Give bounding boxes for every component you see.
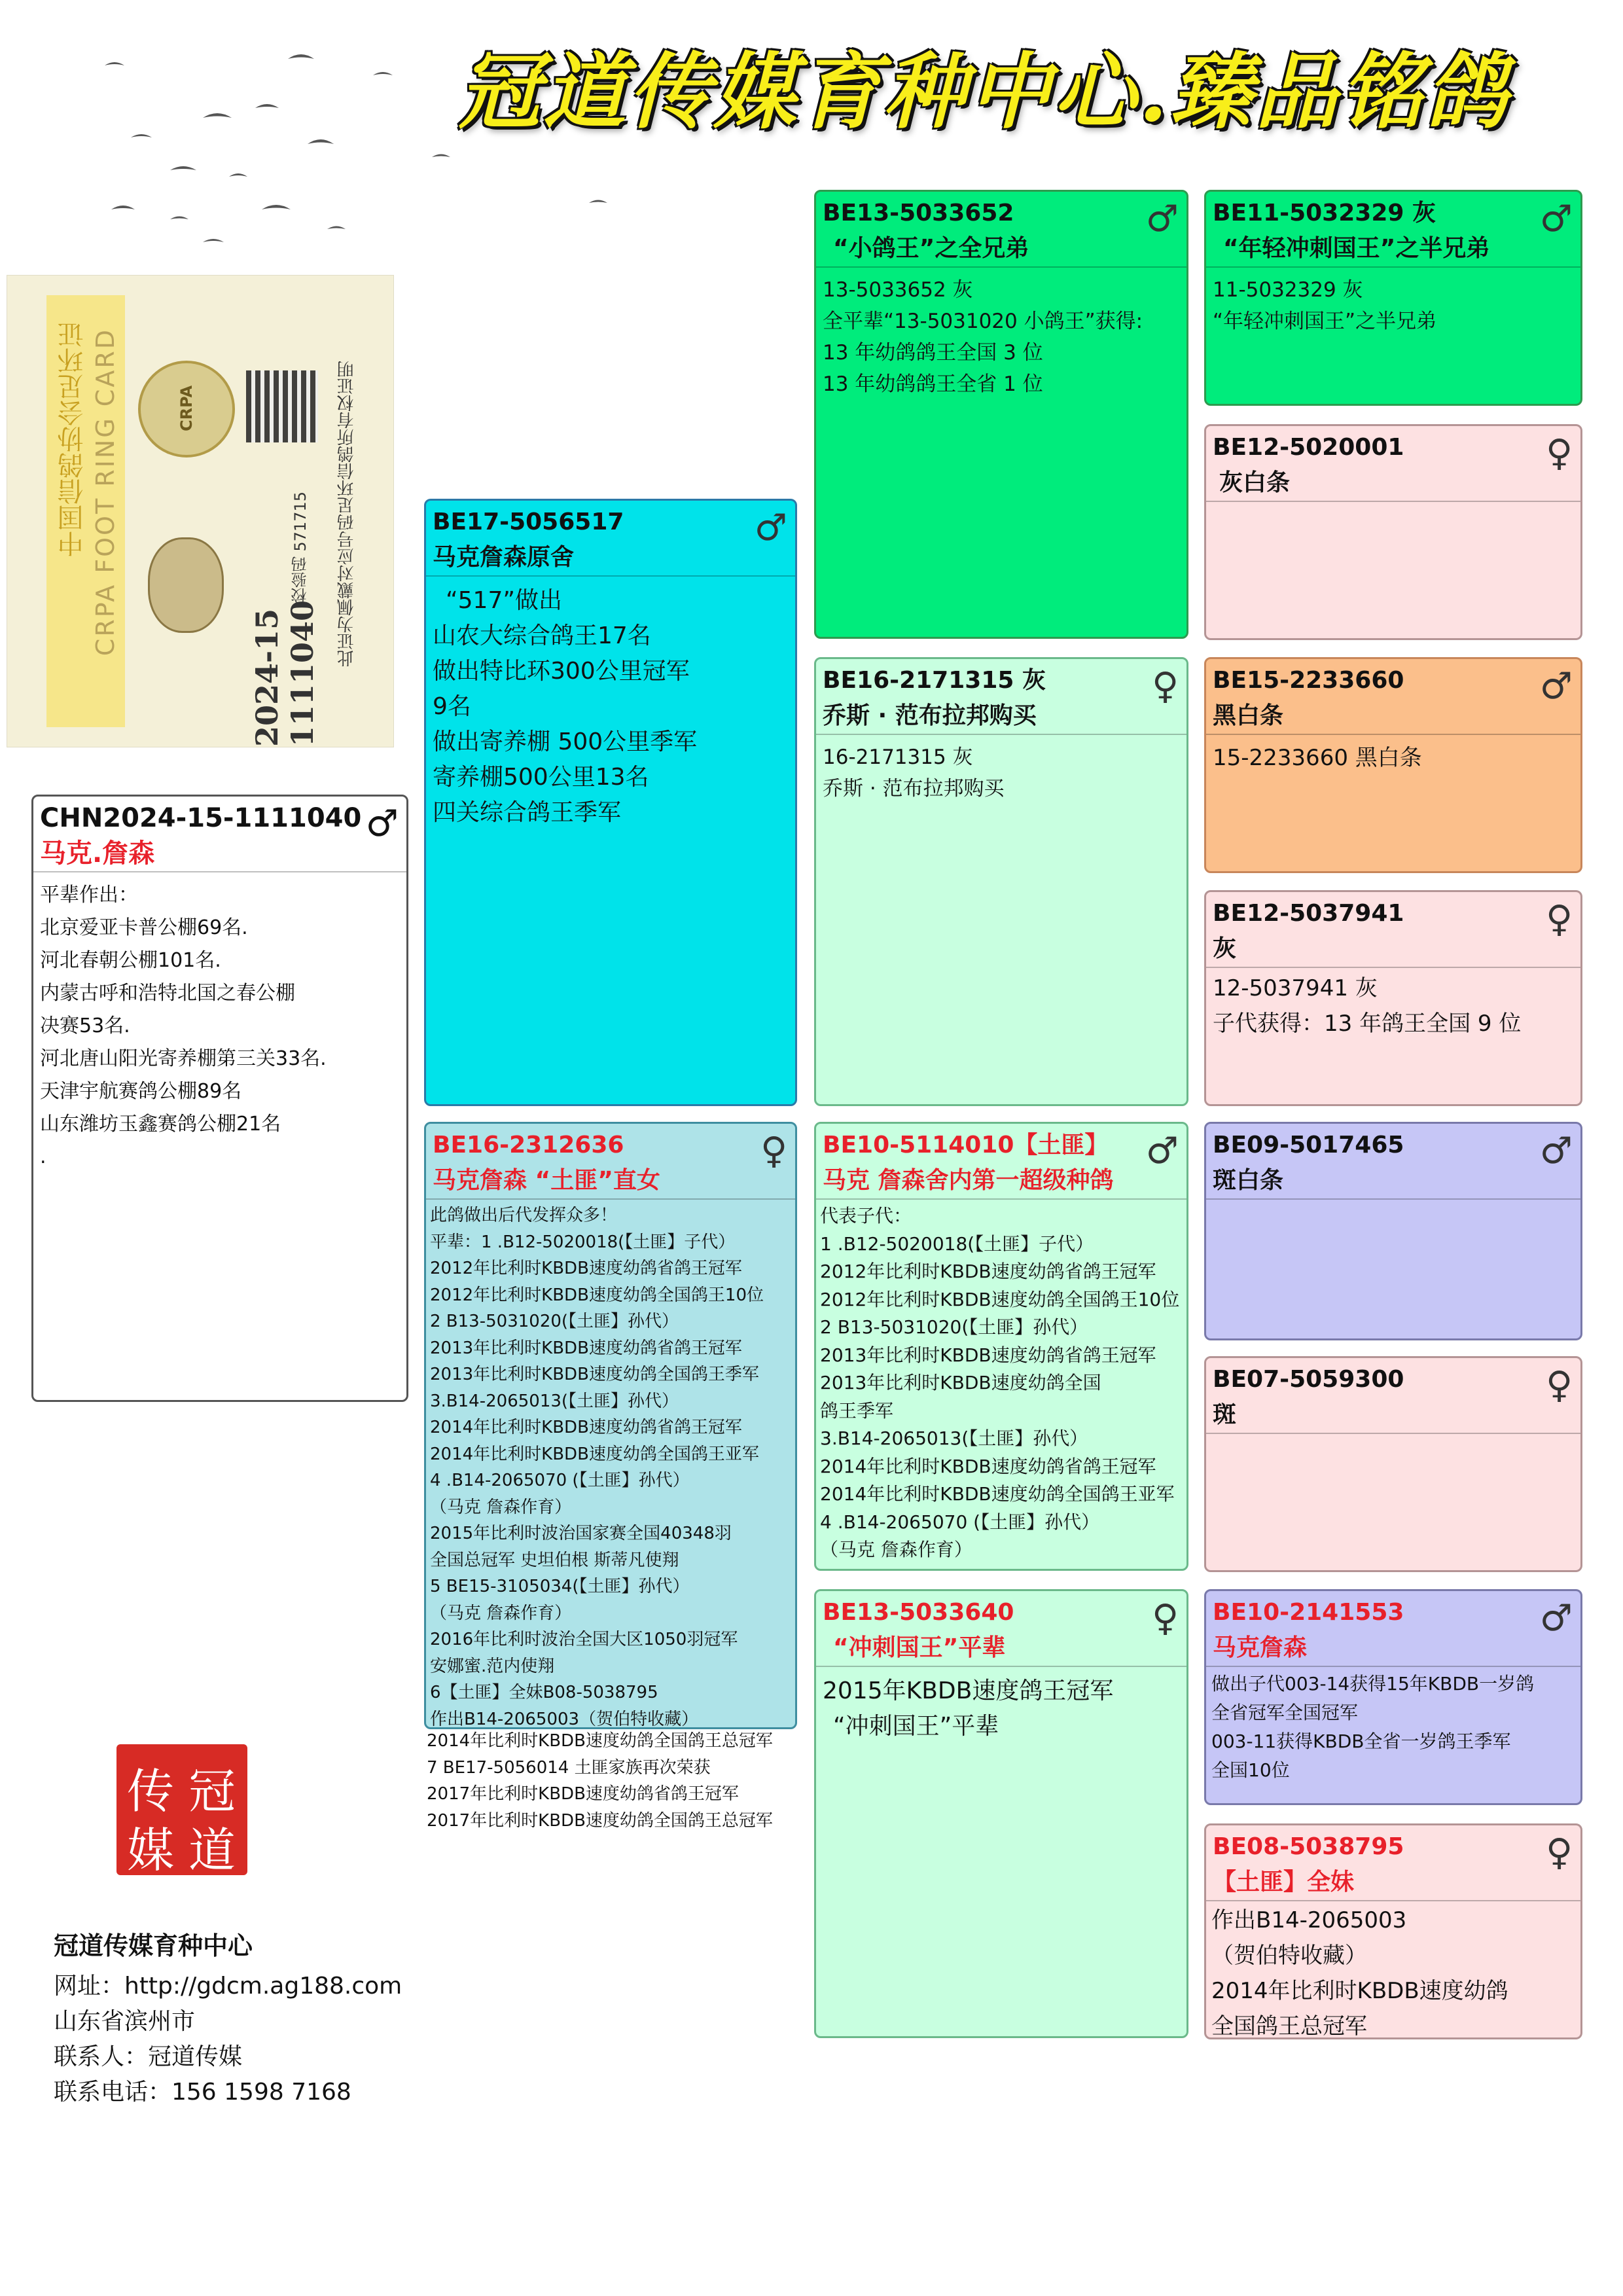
ring-card-cn-title: 中国信鸽协会足环证 (58, 321, 88, 557)
pedigree-subject: CHN2024-15-1111040 马克.詹森 ♂ 平辈作出： 北京爱亚卡普公棚69名. 河北春朝公棚101名. 内蒙古呼和浩特北国之春公棚 决赛53名. 河北唐山阳光寄养棚第三关33名. 天津宇航赛鸽公棚89名 山东潍坊玉鑫赛鸽公棚21名 . (31, 795, 408, 1402)
female-icon: ♀ (1545, 432, 1573, 475)
pedigree-dsd: BE07-5059300 斑 ♀ (1204, 1356, 1582, 1572)
female-icon: ♀ (1151, 1597, 1179, 1640)
male-icon: ♂ (1145, 198, 1179, 240)
pedigree-sire-sire: BE13-5033652 “小鸽王”之全兄弟 ♂ 13-5033652 灰 全平辈“13-5031020 小鸽王”获得: 13 年幼鸽鸽王全国 3 位 13 年幼鸽鸽王全省 1 位 (814, 190, 1188, 639)
sire-ring: BE17-5056517 (433, 509, 624, 535)
pedigree-dds: BE10-2141553 马克詹森 ♂ 做出子代003-14获得15年KBDB一岁鸽 全省冠军全国冠军 003-11获得KBDB全省一岁鸽王季军 全国10位 (1204, 1589, 1582, 1805)
foot-ring-card-image (7, 275, 394, 747)
dam-overflow-text: 2014年比利时KBDB速度幼鸽全国鸽王总冠军 7 BE17-5056014 土匪家族再次荣获 2017年比利时KBDB速度幼鸽省鸽王冠军 2017年比利时KBDB速度幼鸽全国鸽王总冠军 (427, 1731, 773, 1831)
contact-phone: 联系电话：156 1598 7168 (54, 2079, 351, 2106)
ring-card-note: 此证为佩戴对应号码足环信鸽所有权证明 (337, 361, 357, 667)
dam-ring: BE16-2312636 (433, 1132, 624, 1158)
pedigree-dam-dam: BE13-5033640 “冲刺国王”平辈 ♀ 2015年KBDB速度鸽王冠军 “冲刺国王”平辈 (814, 1589, 1188, 2038)
pedigree-sds: BE15-2233660 黑白条 ♂ 15-2233660 黑白条 (1204, 657, 1582, 873)
male-icon: ♂ (754, 507, 787, 549)
male-icon: ♂ (1539, 198, 1573, 240)
dam-name: 马克詹森 “土匪”直女 (433, 1167, 660, 1194)
ring-number: 2024-15 1111040 (249, 600, 320, 747)
male-icon: ♂ (1539, 665, 1573, 708)
contact-info (54, 1928, 402, 2110)
ring-card-en-title: CRPA FOOT RING CARD (91, 328, 120, 656)
male-icon: ♂ (1145, 1130, 1179, 1172)
pedigree-sss: BE11-5032329 灰 “年轻冲刺国王”之半兄弟 ♂ 11-5032329 灰 “年轻冲刺国王”之半兄弟 (1204, 190, 1582, 406)
red-seal-stamp: 冠 道 传 媒 (116, 1744, 247, 1875)
page-title: 冠道传媒育种中心.臻品铭鸽 (458, 43, 1510, 140)
pedigree-sire: BE17-5056517 马克詹森原舍 ♂ “517”做出 山农大综合鸽王17名 做出特比环300公里冠军 9名 做出寄养棚 500公里季军 寄养棚500公里13名 四关综合鸽王季军 (424, 499, 797, 1106)
globe-logo (148, 537, 224, 633)
contact-website[interactable]: 网址：http://gdcm.ag188.com (54, 1973, 402, 2000)
male-icon: ♂ (1539, 1597, 1573, 1640)
pedigree-sire-dam: BE16-2171315 灰 乔斯 · 范布拉邦购买 ♀ 16-2171315 灰 乔斯 · 范布拉邦购买 (814, 657, 1188, 1106)
sire-name: 马克詹森原舍 (433, 544, 575, 571)
crpa-logo: CRPA (138, 361, 235, 457)
check-code: 校验码 571715 (291, 492, 310, 604)
pedigree-sdd: BE12-5037941 灰 ♀ 12-5037941 灰 子代获得：13 年鸽王全国 9 位 (1204, 890, 1582, 1106)
female-icon: ♀ (1545, 1364, 1573, 1407)
female-icon: ♀ (760, 1130, 787, 1172)
female-icon: ♀ (1545, 898, 1573, 941)
contact-address: 山东省滨州市 (54, 2008, 196, 2035)
female-icon: ♀ (1151, 665, 1179, 708)
pedigree-ddd: BE08-5038795 【土匪】全妹 ♀ 作出B14-2065003 （贺伯特收藏） 2014年比利时KBDB速度幼鸽 全国鸽王总冠军 (1204, 1823, 1582, 2039)
pedigree-dss: BE09-5017465 斑白条 ♂ (1204, 1122, 1582, 1340)
qr-code (246, 370, 318, 442)
male-icon: ♂ (1539, 1130, 1573, 1172)
pedigree-dam: BE16-2312636 马克詹森 “土匪”直女 ♀ 此鸽做出后代发挥众多！ 平辈：1 .B12-5020018(【土匪】子代） 2012年比利时KBDB速度幼鸽省鸽王冠军 2012年比利时KBDB速度幼鸽全国鸽王10位 2 B13-5031020(【土匪】孙代） 2013年比利时KBDB速度幼鸽省鸽王冠军 2013年比利时KBDB速度幼鸽全国鸽王季军 3.B14-2065013(【土匪】孙代） 2014年比利时KBDB速度幼鸽省鸽王冠军 2014年比利时KBDB速度幼鸽全国鸽王亚军 4 .B14-2065070 (【土匪】孙代） （马克 詹森作育） 2015年比利时波治国家赛全国40348羽 全国总冠军 史坦伯根 斯蒂凡使翔 5 BE15-3105034(【土匪】孙代） （马克 詹森作育） 2016年比利时波治全国大区1050羽冠军 安娜蜜.范内使翔 6【土匪】全妹B08-5038795 作出B14-2065003（贺伯特收藏） (424, 1122, 797, 1729)
female-icon: ♀ (1545, 1831, 1573, 1874)
flying-birds-decoration (92, 46, 681, 262)
contact-title: 冠道传媒育种中心 (54, 1931, 253, 1960)
contact-person: 联系人：冠道传媒 (54, 2043, 243, 2070)
pedigree-dam-sire: BE10-5114010【土匪】 马克 詹森舍内第一超级种鸽 ♂ 代表子代： 1 .B12-5020018(【土匪】子代） 2012年比利时KBDB速度幼鸽省鸽王冠军 2012年比利时KBDB速度幼鸽全国鸽王10位 2 B13-5031020(【土匪】孙代） 2013年比利时KBDB速度幼鸽省鸽王冠军 2013年比利时KBDB速度幼鸽全国 鸽王季军 3.B14-2065013(【土匪】孙代） 2014年比利时KBDB速度幼鸽省鸽王冠军 2014年比利时KBDB速度幼鸽全国鸽王亚军 4 .B14-2065070 (【土匪】孙代） （马克 詹森作育） (814, 1122, 1188, 1571)
pedigree-ssd: BE12-5020001 灰白条 ♀ (1204, 424, 1582, 640)
subject-ring: CHN2024-15-1111040 (40, 803, 362, 833)
male-icon: ♂ (365, 802, 399, 845)
subject-name: 马克.詹森 (40, 838, 155, 869)
